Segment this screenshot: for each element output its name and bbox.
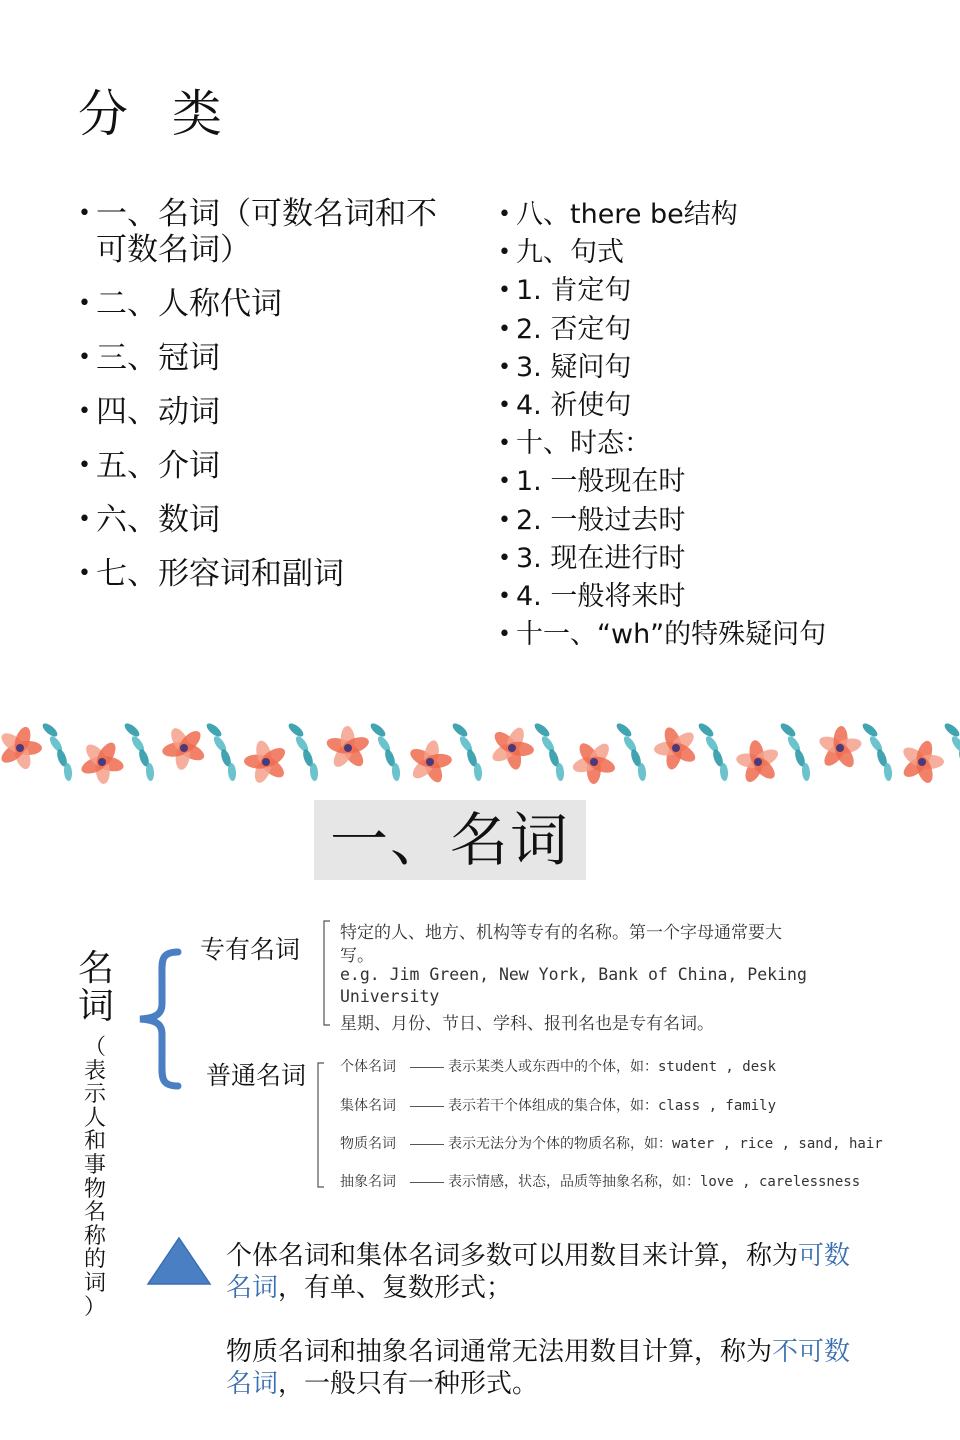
- note-text: ，一般只有一种形式。: [278, 1369, 539, 1399]
- bullet: •: [498, 240, 511, 266]
- common-noun-row: [340, 1133, 883, 1153]
- bracket-line: [322, 920, 332, 1026]
- common-noun-row: [340, 1056, 776, 1076]
- flower-center: [836, 744, 844, 752]
- section-heading: 一、名词: [329, 806, 570, 874]
- list-item: [498, 234, 938, 272]
- leaf-shape: [615, 721, 634, 739]
- bullet: •: [498, 469, 511, 495]
- vertical-char: 词: [77, 986, 114, 1027]
- bullet: •: [498, 278, 511, 304]
- list-item: [78, 286, 468, 322]
- leaf-shape: [861, 721, 880, 739]
- bullet: •: [498, 431, 511, 457]
- list-item-text: 十、时态：: [516, 428, 651, 460]
- list-item-text: 四、动词: [96, 394, 220, 430]
- highlight-text: 名词: [226, 1273, 279, 1303]
- dash-line: [410, 1106, 444, 1107]
- list-item: [498, 425, 938, 463]
- bullet: •: [78, 291, 91, 316]
- list-item: [498, 616, 938, 654]
- flower-banner-illustration: [0, 712, 960, 802]
- bullet: •: [78, 507, 91, 532]
- noun-examples: class , family: [658, 1098, 777, 1114]
- vertical-char: 称: [83, 1223, 106, 1249]
- common-noun-row: [340, 1171, 860, 1191]
- vertical-title: [76, 950, 116, 1026]
- note-text: 个体名词和集体名词多数可以用数目来计算，称为: [226, 1241, 799, 1271]
- list-item: [498, 578, 938, 616]
- bullet: •: [78, 399, 91, 424]
- vertical-char: 名: [83, 1200, 106, 1226]
- noun-kind-description: 表示情感，状态，品质等抽象名称，如：: [448, 1174, 700, 1190]
- list-item-text: 可数名词）: [96, 232, 251, 268]
- flower-center: [180, 744, 188, 752]
- vertical-char: 人: [83, 1105, 106, 1131]
- list-item: [78, 394, 468, 430]
- list-item: [78, 502, 468, 538]
- leaf-shape: [950, 734, 960, 753]
- noun-kind: 抽象名词: [340, 1174, 396, 1190]
- bullet: •: [78, 453, 91, 478]
- bullet: •: [498, 354, 511, 380]
- list-item-text: 六、数词: [96, 502, 220, 538]
- bullet: •: [498, 622, 511, 648]
- list-item-text: 十一、“wh”的特殊疑问句: [516, 619, 827, 651]
- list-item: [78, 448, 468, 484]
- flower-center: [98, 758, 106, 766]
- vertical-char: 和: [83, 1129, 106, 1155]
- vertical-char: 的: [83, 1247, 106, 1273]
- list-item: [498, 272, 938, 310]
- note-text: ，有单、复数形式；: [278, 1273, 513, 1303]
- list-item: [78, 556, 468, 592]
- leaf-shape: [205, 721, 224, 739]
- flower-center: [918, 758, 926, 766]
- proper-definition-line: 星期、月份、节日、学科、报刊名也是专有名词。: [340, 1014, 714, 1034]
- flower-center: [426, 758, 434, 766]
- noun-examples: love , carelessness: [700, 1174, 861, 1190]
- list-item: [498, 311, 938, 349]
- list-item-text: 五、介词: [96, 448, 220, 484]
- noun-kind: 集体名词: [340, 1098, 396, 1114]
- list-item-text: 三、冠词: [96, 340, 220, 376]
- list-item-text: 4. 一般将来时: [516, 581, 686, 613]
- noun-examples: student , desk: [658, 1059, 777, 1075]
- noun-kind: 个体名词: [340, 1059, 396, 1075]
- dash-line: [410, 1182, 444, 1183]
- list-item-text: 八、there be结构: [516, 199, 738, 230]
- list-item: [78, 340, 468, 376]
- highlight-text: 可数: [798, 1241, 851, 1271]
- note-text: 物质名词和抽象名词通常无法用数目计算，称为: [226, 1337, 773, 1367]
- list-item: [498, 502, 938, 540]
- vertical-char: 表: [83, 1058, 106, 1084]
- bullet: •: [498, 316, 511, 342]
- list-item: [498, 463, 938, 501]
- bullet: •: [498, 202, 511, 227]
- bullet: •: [78, 345, 91, 370]
- vertical-char: 名: [77, 948, 114, 989]
- bullet: •: [498, 507, 511, 533]
- countable-note: [226, 1240, 886, 1304]
- vertical-subtitle: [80, 1036, 110, 1319]
- proper-definition-line: 写。: [340, 946, 374, 966]
- flower-center: [508, 744, 516, 752]
- leaf-shape: [943, 721, 960, 739]
- bullet: •: [78, 561, 91, 586]
- flower-center: [16, 744, 24, 752]
- bullet: •: [78, 201, 91, 226]
- vertical-char: 事: [83, 1152, 106, 1178]
- noun-kind-description: 表示无法分为个体的物质名称，如：: [448, 1136, 672, 1152]
- highlight-text: 名词: [226, 1369, 279, 1399]
- flower-center: [590, 758, 598, 766]
- common-noun-label: 普通名词: [206, 1061, 307, 1090]
- leaf-shape: [533, 721, 552, 739]
- list-item-text: 九、句式: [516, 237, 624, 269]
- list-item: [498, 196, 938, 234]
- proper-example-line: e.g. Jim Green, New York, Bank of China, Peking: [340, 965, 807, 984]
- common-noun-row: [340, 1095, 776, 1115]
- category-list-right: [498, 196, 938, 654]
- slide-title: 分 类: [78, 85, 236, 143]
- leaf-shape: [287, 721, 306, 739]
- vertical-char: 示: [83, 1082, 106, 1108]
- highlight-text: 不可数: [772, 1337, 851, 1367]
- list-item-text: 七、形容词和副词: [96, 556, 344, 592]
- category-list-left: [78, 196, 468, 610]
- list-item-text: 3. 疑问句: [516, 351, 632, 383]
- leaf-shape: [451, 721, 470, 739]
- vertical-char: 物: [83, 1176, 106, 1202]
- bullet: •: [498, 393, 511, 419]
- vertical-char: 词: [83, 1270, 106, 1296]
- noun-kind-description: 表示某类人或东西中的个体，如：: [448, 1059, 658, 1075]
- triangle-icon: [146, 1236, 212, 1286]
- list-item-text: 2. 否定句: [516, 313, 632, 345]
- list-item-text: 4. 祈使句: [516, 390, 632, 422]
- flower-center: [262, 758, 270, 766]
- noun-kind: 物质名词: [340, 1136, 396, 1152]
- dash-line: [410, 1144, 444, 1145]
- list-item-text: 2. 一般过去时: [516, 504, 686, 536]
- leaf-shape: [779, 721, 798, 739]
- vertical-char: ）: [83, 1294, 106, 1320]
- list-item-text: 1. 肯定句: [516, 275, 632, 307]
- leaf-shape: [123, 721, 142, 739]
- list-item-text: 一、名词（可数名词和不: [96, 196, 437, 232]
- noun-kind-description: 表示若干个体组成的集合体，如：: [448, 1098, 658, 1114]
- uncountable-note: [226, 1336, 886, 1400]
- dash-line: [410, 1067, 444, 1068]
- leaf-shape: [41, 721, 60, 739]
- curly-brace-icon: [134, 948, 184, 1090]
- flower-center: [344, 744, 352, 752]
- proper-definition-line: 特定的人、地方、机构等专有的名称。第一个字母通常要大: [340, 923, 782, 943]
- bracket-line: [316, 1062, 326, 1188]
- list-item-text: 3. 现在进行时: [516, 542, 686, 574]
- vertical-char: （: [83, 1035, 106, 1060]
- leaf-shape: [697, 721, 716, 739]
- list-item: [498, 387, 938, 425]
- flower-pattern: [0, 721, 960, 785]
- proper-example-line: University: [340, 987, 440, 1006]
- list-item-text: 1. 一般现在时: [516, 466, 686, 498]
- noun-examples: water , rice , sand, hair: [672, 1136, 883, 1152]
- proper-noun-label: 专有名词: [200, 935, 301, 964]
- flower-center: [672, 744, 680, 752]
- flower-center: [754, 758, 762, 766]
- list-item-text: 二、人称代词: [96, 286, 282, 322]
- bullet: •: [498, 545, 511, 571]
- leaf-shape: [369, 721, 388, 739]
- bullet: •: [498, 584, 511, 610]
- list-item: [498, 349, 938, 387]
- list-item: [498, 540, 938, 578]
- list-item: [78, 196, 468, 268]
